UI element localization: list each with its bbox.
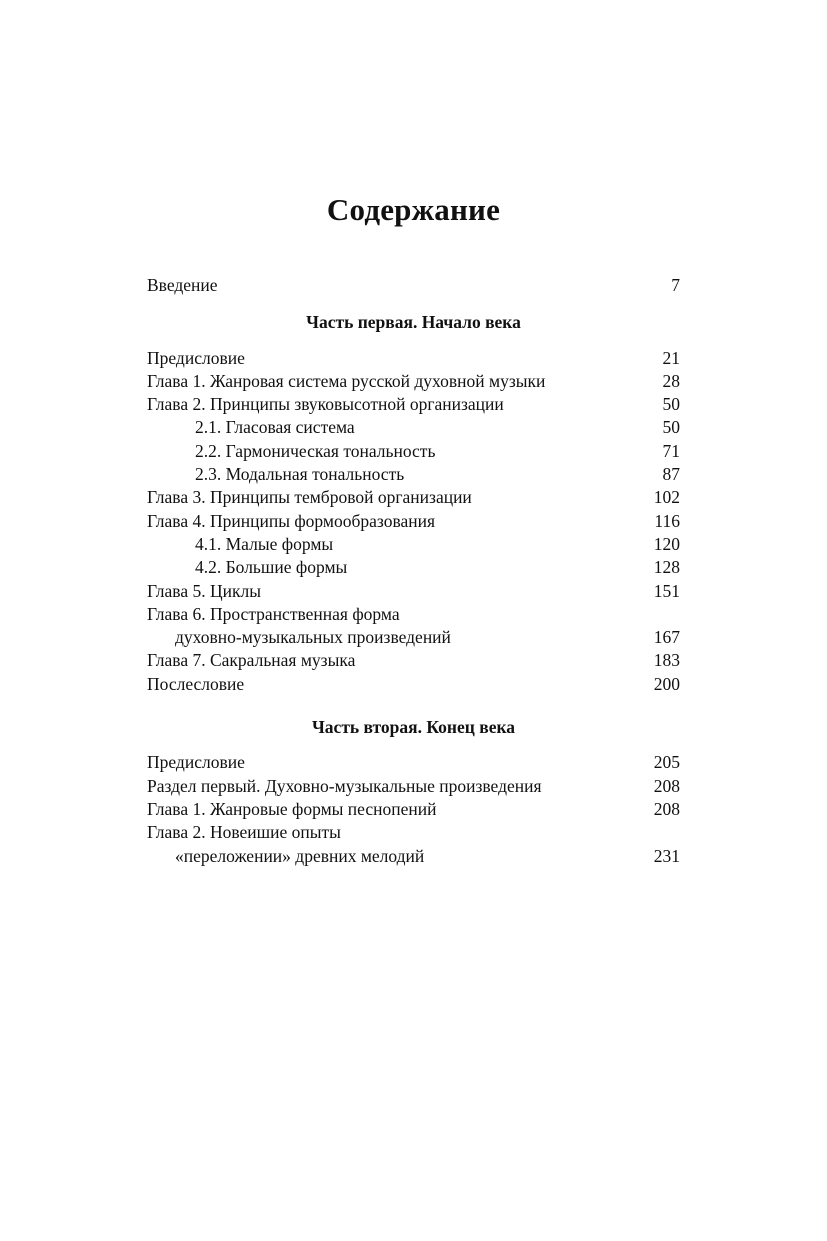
toc-entry-label: Глава 2. Принципы звуковысотной организации [147,394,504,415]
toc-entry-page: 28 [662,370,680,391]
toc-entry[interactable] [147,673,680,696]
toc-entry-label: Глава 3. Принципы тембровой организации [147,487,472,508]
toc-entry[interactable] [147,751,680,774]
toc-entry[interactable] [147,603,680,626]
toc-entry-page: 21 [662,347,680,368]
toc-entry-label: Глава 1. Жанровая система русской духовной музыки [147,370,546,391]
toc-entry-page: 7 [671,275,680,295]
toc-entry-label: Предисловие [147,347,245,368]
toc-entry-label: Введение [147,275,218,295]
table-of-contents [147,274,680,868]
part-one-entries [147,347,680,696]
toc-entry[interactable] [147,845,680,868]
page-title: Содержание [326,192,501,227]
toc-entry-label: 2.3. Модальная тональность [195,464,405,485]
toc-entry[interactable] [147,416,680,439]
toc-entry-page: 167 [653,627,680,648]
toc-entry-label: 4.1. Малые формы [195,533,334,554]
toc-entry-page: 231 [653,845,680,866]
toc-entry-page: 120 [653,533,680,554]
toc-entry[interactable] [147,486,680,509]
toc-entry[interactable] [147,798,680,821]
toc-entry-label: духовно-музыкальных произведений [175,627,451,648]
toc-entry-label: «переложении» древних мелодий [175,845,425,866]
toc-entry[interactable] [147,626,680,649]
toc-entry-label: 4.2. Большие формы [195,557,348,578]
toc-entry-page: 102 [653,487,680,508]
toc-entry[interactable] [147,821,680,844]
toc-entry-label: Глава 6. Пространственная форма [147,603,400,624]
toc-entry-page: 50 [662,394,680,415]
toc-entry-label: 2.1. Гласовая система [195,417,355,438]
toc-entry-page: 208 [653,798,680,819]
toc-entry-label: Глава 1. Жанровые формы песнопений [147,798,437,819]
toc-entry-label: Предисловие [147,752,245,773]
toc-entry[interactable] [147,393,680,416]
toc-entry[interactable] [147,775,680,798]
toc-entry-label: Послесловие [147,673,245,694]
toc-entry-page: 208 [653,775,680,796]
toc-entry-introduction[interactable] [147,274,680,297]
toc-entry[interactable] [147,556,680,579]
toc-entry-page: 50 [662,417,680,438]
toc-entry-label: Раздел первый. Духовно-музыкальные произведения [147,775,542,796]
part-two-entries [147,751,680,867]
toc-entry-page: 183 [653,650,680,671]
toc-entry-page: 71 [662,440,680,461]
part-two-heading: Часть вторая. Конец века [311,717,516,738]
toc-entry-page: 128 [653,557,680,578]
toc-entry-page: 87 [662,464,680,485]
toc-entry[interactable] [147,533,680,556]
toc-entry-page: 205 [653,752,680,773]
toc-entry-label: Глава 7. Сакральная музыка [147,650,356,671]
toc-entry-label: Глава 2. Новеишие опыты [147,822,341,843]
toc-entry[interactable] [147,580,680,603]
toc-entry[interactable] [147,510,680,533]
toc-entry-label: Глава 5. Циклы [147,580,261,601]
toc-entry[interactable] [147,347,680,370]
toc-entry-page: 151 [653,580,680,601]
toc-entry-label: 2.2. Гармоническая тональность [195,440,436,461]
toc-entry-page: 116 [654,510,680,531]
part-one-heading: Часть первая. Начало века [306,312,521,333]
toc-entry-label: Глава 4. Принципы формообразования [147,510,436,531]
toc-entry[interactable] [147,370,680,393]
toc-entry[interactable] [147,649,680,672]
toc-entry-page: 200 [653,673,680,694]
toc-entry[interactable] [147,440,680,463]
toc-entry[interactable] [147,463,680,486]
